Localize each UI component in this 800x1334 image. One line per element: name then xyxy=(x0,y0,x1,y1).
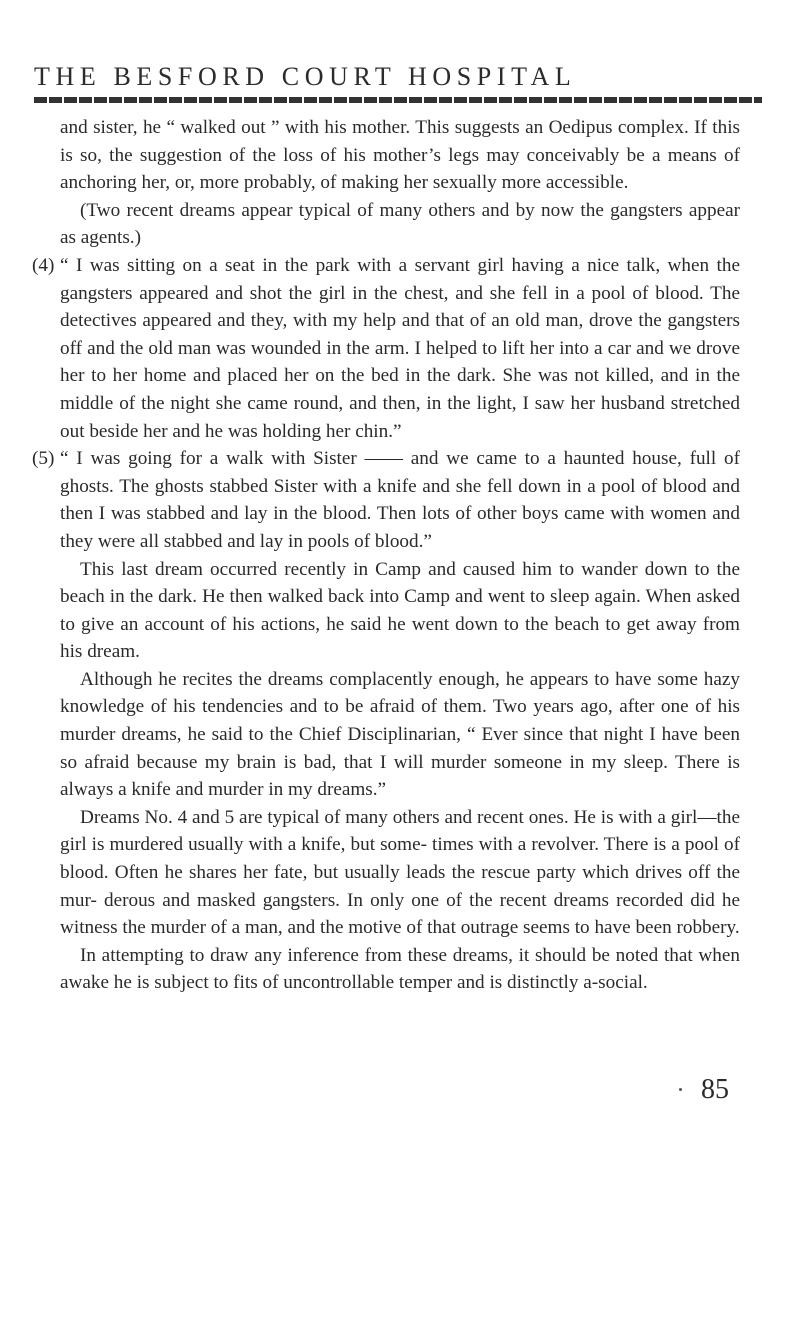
paragraph: Dreams No. 4 and 5 are typical of many others and recent ones. He is with a girl—the girl is murdered usually with a knife, but some- times with a revolver. There is a pool of blood. Often he shares her fate, but usually leads the rescue party which drives off the mur- derous and masked gangsters. In only one of the recent dreams recorded did he witness the murder of a man, and the motive of that outrage seems to have been robbery. xyxy=(60,806,740,939)
running-title: THE BESFORD COURT HOSPITAL xyxy=(34,62,577,91)
dream-number: (5) xyxy=(32,448,55,470)
dream-entry-4 xyxy=(32,252,740,445)
paragraph: Although he recites the dreams complacently enough, he appears to have some hazy knowledge of his tendencies and to be afraid of them. Two years ago, after one of his murder dreams, he said to the Chief Disciplinarian, “ Ever since that night I have been so afraid because my brain is bad, that I will murder someone in my sleep. There is always a knife and murder in my dreams.” xyxy=(60,668,740,801)
dream-text: “ I was going for a walk with Sister —— and we came to a haunted house, full of ghosts. The ghosts stabbed Sister with a knife and she fell down in a pool of blood and then I was stabbed and lay in the blood. Then lots of other boys came with women and they were all stabbed and lay in pools of blood.” xyxy=(60,448,740,552)
paragraph: (Two recent dreams appear typical of many others and by now the gangsters appear as agents.) xyxy=(60,199,740,249)
paragraph: This last dream occurred recently in Camp and caused him to wander down to the beach in the dark. He then walked back into Camp and went to sleep again. When asked to give an account of his actions, he said he went down to the beach to get away from his dream. xyxy=(60,558,740,663)
paragraph: In attempting to draw any inference from these dreams, it should be noted that when awake he is subject to fits of uncontrollable temper and is distinctly a-social. xyxy=(60,944,740,994)
page-number: 85 xyxy=(701,1074,729,1105)
printer-mark-dot xyxy=(679,1088,682,1091)
dream-entry-5 xyxy=(32,445,740,555)
body-text xyxy=(32,114,740,997)
header-rule xyxy=(34,97,762,103)
paragraph: and sister, he “ walked out ” with his mother. This suggests an Oedipus complex. If this is so, the suggestion of the loss of his mother’s legs may conceivably be a means of anchoring her, or, more probably, of making her sexually more accessible. xyxy=(60,117,740,194)
dream-number: (4) xyxy=(32,254,55,276)
dream-text: “ I was sitting on a seat in the park with a servant girl having a nice talk, when the gangsters appeared and shot the girl in the chest, and she fell in a pool of blood. The detectives appeared and they, with my help and that of an old man, drove the gangsters off and the old man was wounded in the arm. I helped to lift her into a car and we drove her to her home and placed her on the bed in the dark. She was not killed, and in the middle of the night she came round, and then, in the light, I saw her husband stretched out beside her and he was holding her chin.” xyxy=(60,254,740,442)
